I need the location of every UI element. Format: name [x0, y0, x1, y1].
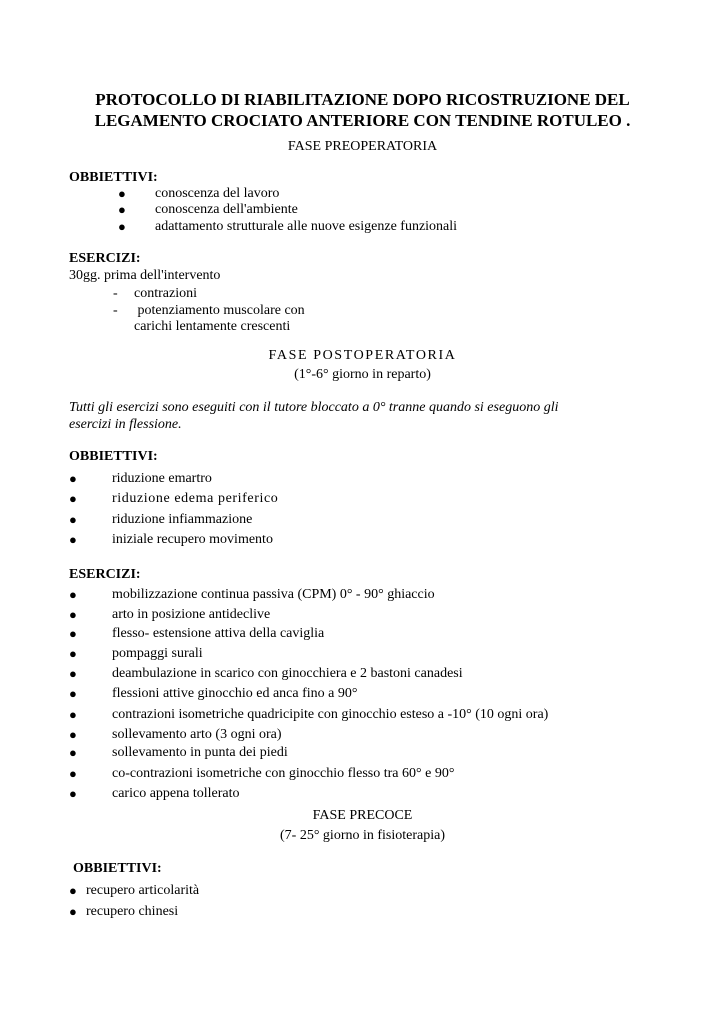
- phase-heading-postop: FASE POSTOPERATORIA: [268, 348, 457, 363]
- list-item: contrazioni: [134, 286, 197, 301]
- list-item: co-contrazioni isometriche con ginocchio flesso tra 60° e 90°: [112, 766, 455, 781]
- list-item: riduzione emartro: [112, 471, 212, 486]
- postop-note-line2: esercizi in flessione.: [69, 417, 182, 432]
- bullet-icon: ●: [69, 883, 77, 898]
- bullet-icon: ●: [118, 186, 126, 201]
- postop-note-line1: Tutti gli esercizi sono eseguiti con il tutore bloccato a 0° tranne quando si eseguono gli: [69, 400, 559, 415]
- exercises-label-postop: ESERCIZI:: [69, 567, 141, 582]
- exercises-label-preop: ESERCIZI:: [69, 251, 141, 266]
- list-item: potenziamento muscolare con: [134, 303, 305, 318]
- bullet-icon: ●: [69, 646, 77, 661]
- preop-timing: 30gg. prima dell'intervento: [69, 268, 221, 283]
- list-item: riduzione infiammazione: [112, 512, 253, 527]
- dash-marker: -: [113, 303, 118, 318]
- list-item: flessioni attive ginocchio ed anca fino a 90°: [112, 686, 358, 701]
- list-item: riduzione edema periferico: [112, 491, 279, 506]
- list-item: arto in posizione antideclive: [112, 607, 271, 622]
- list-item: conoscenza dell'ambiente: [155, 202, 298, 217]
- bullet-icon: ●: [118, 202, 126, 217]
- objectives-label-postop: OBBIETTIVI:: [69, 449, 158, 464]
- list-item: recupero articolarità: [86, 883, 200, 898]
- bullet-icon: ●: [69, 727, 77, 742]
- list-item: contrazioni isometriche quadricipite con ginocchio esteso a -10° (10 ogni ora): [112, 707, 549, 722]
- bullet-icon: ●: [69, 686, 77, 701]
- bullet-icon: ●: [69, 587, 77, 602]
- phase-heading-preop: FASE PREOPERATORIA: [287, 139, 438, 154]
- bullet-icon: ●: [69, 904, 77, 919]
- bullet-icon: ●: [69, 471, 77, 486]
- bullet-icon: ●: [118, 219, 126, 234]
- bullet-icon: ●: [69, 491, 77, 506]
- bullet-icon: ●: [69, 786, 77, 801]
- bullet-icon: ●: [69, 626, 77, 641]
- bullet-icon: ●: [69, 512, 77, 527]
- list-item: carichi lentamente crescenti: [134, 319, 291, 334]
- list-item: sollevamento arto (3 ogni ora): [112, 727, 282, 742]
- objectives-label-early: OBBIETTIVI:: [73, 861, 162, 876]
- bullet-icon: ●: [69, 766, 77, 781]
- phase-subheading-postop: (1°-6° giorno in reparto): [294, 367, 431, 382]
- bullet-icon: ●: [69, 707, 77, 722]
- list-item: flesso- estensione attiva della caviglia: [112, 626, 325, 641]
- list-item: adattamento strutturale alle nuove esigenze funzionali: [155, 219, 458, 234]
- list-item: mobilizzazione continua passiva (CPM) 0° - 90° ghiaccio: [112, 587, 435, 602]
- bullet-icon: ●: [69, 745, 77, 760]
- document-title-line1: PROTOCOLLO DI RIABILITAZIONE DOPO RICOSTRUZIONE DEL: [95, 90, 630, 109]
- list-item: pompaggi surali: [112, 646, 203, 661]
- bullet-icon: ●: [69, 666, 77, 681]
- list-item: carico appena tollerato: [112, 786, 240, 801]
- list-item: recupero chinesi: [86, 904, 179, 919]
- dash-marker: -: [113, 286, 118, 301]
- document-title-line2: LEGAMENTO CROCIATO ANTERIORE CON TENDINE ROTULEO .: [94, 111, 631, 130]
- list-item: conoscenza del lavoro: [155, 186, 280, 201]
- objectives-label-preop: OBBIETTIVI:: [69, 170, 158, 185]
- phase-subheading-early: (7- 25° giorno in fisioterapia): [280, 828, 445, 843]
- bullet-icon: ●: [69, 532, 77, 547]
- list-item: sollevamento in punta dei piedi: [112, 745, 288, 760]
- list-item: deambulazione in scarico con ginocchiera e 2 bastoni canadesi: [112, 666, 463, 681]
- bullet-icon: ●: [69, 607, 77, 622]
- phase-heading-early: FASE PRECOCE: [312, 808, 413, 823]
- list-item: iniziale recupero movimento: [112, 532, 273, 547]
